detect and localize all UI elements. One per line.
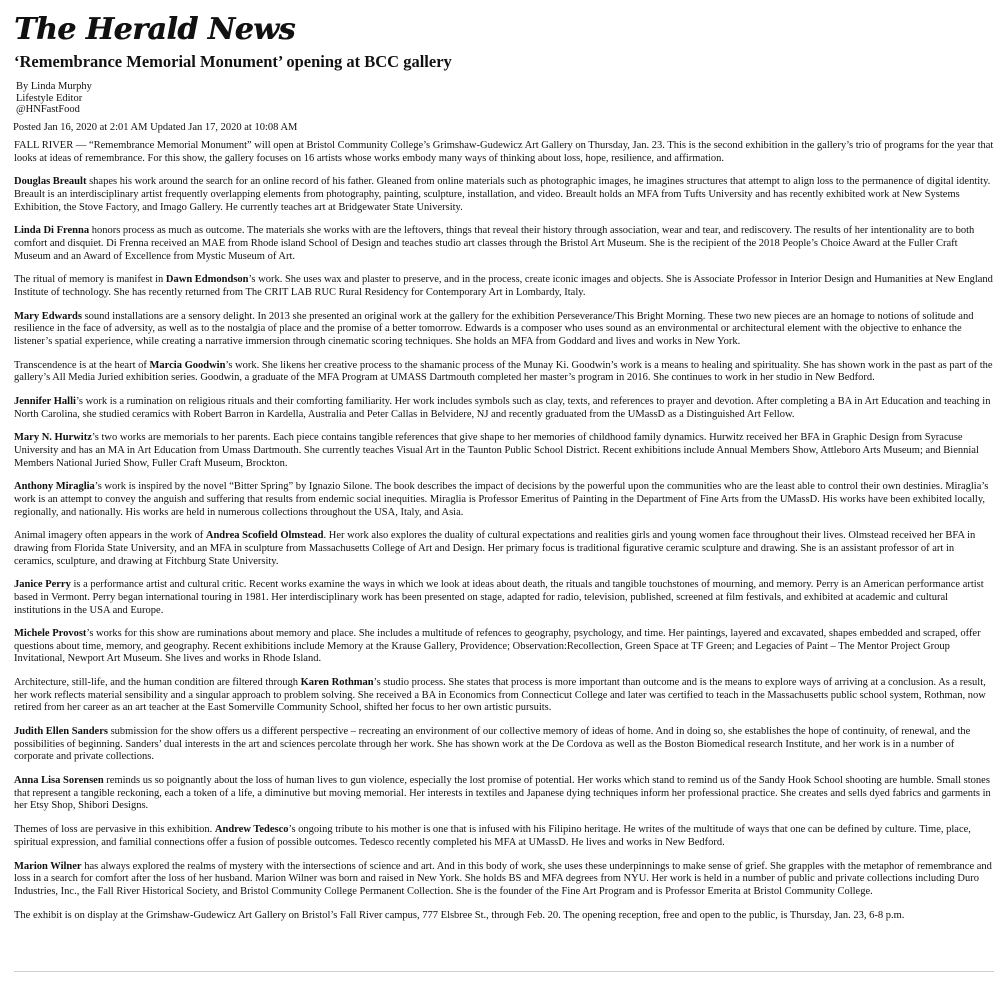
paragraph-text: submission for the show offers us a different perspective – recreating an environment of our collective memory of ideas of home. And in doing so, she establishes the hope of continuity, of renewal, and the possibilities of beginning. Sanders’ dual interests in the art and sciences percolate through her work. She has shown work at the De Cordova as well as the Boston Biomedical research Institute, and her work is in a number of corporate and private collections. [14, 726, 971, 763]
article-paragraph [14, 176, 994, 214]
paragraph-text: ’s ongoing tribute to his mother is one that is infused with his Filipino heritage. He writes of the multitude of ways that one can be defined by culture. Time, place, spiritual expression, and familial connections offer a fusion of possible outcomes. Tedesco recently completed his MFA at UMassD. He lives and works in New Bedford. [14, 824, 971, 848]
artist-name: Andrew Tedesco [214, 824, 289, 836]
article-paragraph [14, 861, 994, 899]
artist-name: Karen Rothman [300, 677, 374, 689]
paragraph-text: shapes his work around the search for an online record of his father. Gleaned from online materials such as photographic images, he imagines structures that attempt to align loss to the permanence of digital identity. Breault is an interdisciplinary artist frequently overlapping elements from photography, painting, sculpture, installation, and video. Breault holds an MFA from Tufts University and has recently exhibited work at New Systems Exhibition, the Stove Factory, and Imago Gallery. He currently teaches art at Bridgewater State University. [14, 176, 991, 213]
article-paragraph [14, 579, 994, 617]
artist-name: Linda Di Frenna [14, 225, 90, 237]
paragraph-text: honors process as much as outcome. The materials she works with are the leftovers, things that reveal their history through association, wear and tear, and rediscovery. The results of her intentionality are to both comfort and disquiet. Di Frenna received an MAE from Rhode island School of Design and teaches studio art classes through the Bristol Art Museum. She is the recipient of the 2018 People’s Choice Award at the Fuller Craft Museum and an Award of Excellence from Mystic Museum of Art. [14, 225, 975, 262]
byline [16, 81, 92, 116]
masthead-logo: The Herald News [14, 12, 295, 47]
artist-name: Mary N. Hurwitz [14, 432, 92, 444]
artist-name: Anthony Miraglia [14, 481, 95, 493]
article-paragraph [14, 311, 994, 349]
artist-name: Dawn Edmondson [165, 274, 249, 286]
paragraph-text: . Her work also explores the duality of cultural expectations and realities girls and young women face throughout their lives. Olmstead received her BFA in drawing from Florida State University, and an MFA in sculpture from Massachusetts College of Art and Design. Her primary focus is traditional figurative ceramic sculpture and drawing. She is an assistant professor of art in ceramics, sculpture, and drawing at Fitchburg State University. [14, 530, 976, 567]
artist-name: Andrea Scofield Olmstead [205, 530, 324, 542]
paragraph-text: has always explored the realms of mystery with the intersections of science and art. And in this body of work, she uses these underpinnings to make sense of grief. She grapples with the metaphor of remembrance and loss in a search for comfort after the loss of her husband. Marion Wilner was born and raised in New York. She holds BS and MFA degrees from NYU. Her work is held in a number of public and private collections including Duro Industries, Inc., the Fall River Historical Society, and Bristol Community College Permanent Collection. She is the founder of the Fine Art Program and is Professor Emerita at Bristol Community College. [14, 860, 992, 897]
artist-name: Mary Edwards [14, 310, 82, 322]
posted-timestamp: Posted Jan 16, 2020 at 2:01 AM Updated Jan 17, 2020 at 10:08 AM [13, 122, 298, 133]
article-paragraph [14, 396, 994, 421]
artist-name: Michele Provost [14, 628, 87, 640]
paragraph-text: Architecture, still-life, and the human condition are filtered through [14, 677, 301, 689]
paragraph-text: The ritual of memory is manifest in [14, 274, 166, 286]
paragraph-text: reminds us so poignantly about the loss of human lives to gun violence, especially the lost promise of potential. Her works which stand to remind us of the Sandy Hook School shooting are humble. Small stones that represent a tangible reckoning, each a token of a life, a diminutive but moving memorial. Her interests in textiles and Japanese dying techniques inform her professional practice. She creates and sells dyed fabrics and garments in her Etsy Shop, Shibori Designs. [14, 775, 991, 812]
article-paragraph [14, 530, 994, 568]
paragraph-text: is a performance artist and cultural critic. Recent works examine the ways in which we look at ideas about death, the rituals and tangible touchstones of mourning, and memory. Perry is an American performance artist based in Vermont. Perry began international touring in 1981. Her interdisciplinary work has been presented on stage, adapted for radio, television, published, screened at film festivals, and exhibited at academic and cultural institutions in the USA and Europe. [14, 579, 984, 616]
artist-name: Anna Lisa Sorensen [14, 775, 104, 787]
article-paragraph [14, 432, 994, 470]
article-paragraph [14, 140, 994, 165]
article-body [14, 140, 994, 933]
artist-name: Marion Wilner [14, 860, 82, 872]
artist-name: Jennifer Halli [14, 396, 76, 408]
paragraph-text: ’s work is a rumination on religious rituals and their comforting familiarity. Her work includes symbols such as clay, texts, and references to prayer and devotion. After completing a BA in Art Education and teaching in North Carolina, she studied ceramics with Robert Barron in Kardella, Australia and Peter Callas in Belvidere, NJ and recently graduated from the UMassD as a Distinguished Art Fellow. [14, 396, 991, 420]
paragraph-text: Transcendence is at the heart of [14, 359, 150, 371]
article-paragraph [14, 360, 994, 385]
paragraph-text: Themes of loss are pervasive in this exhibition. [14, 824, 215, 836]
article-paragraph [14, 225, 994, 263]
byline-handle: @HNFastFood [16, 104, 80, 115]
paragraph-text: ’s studio process. She states that process is more important than outcome and is the means to explore ways of arriving at a conclusion. As a result, her work reflects material sensibility and a singular approach to problem solving. She received a BA in Economics from Connecticut College and later was certified to teach in the Massachusetts public school system, Rothman, now retired from her career as an art teacher at the East Somerville Community School, shifted her focus to her own artistic pursuits. [14, 677, 986, 714]
byline-role: Lifestyle Editor [16, 92, 83, 104]
article-paragraph [14, 677, 994, 715]
paragraph-text: ’s work. She uses wax and plaster to preserve, and in the process, create iconic images and objects. She is Associate Professor in Interior Design and Humanities at New England Institute of technology. She has recently returned from The CRIT LAB RUC Rural Residency for Contemporary Art in Lombardy, Italy. [14, 274, 993, 298]
artist-name: Janice Perry [14, 579, 71, 591]
article-headline: ‘Remembrance Memorial Monument’ opening at BCC gallery [14, 52, 452, 71]
bottom-divider [14, 971, 994, 972]
article-paragraph [14, 628, 994, 666]
paragraph-text: ’s works for this show are ruminations about memory and place. She includes a multitude of refences to geography, psychology, and time. Her paintings, layered and excavated, shapes embedded and scraped, offer questions about time, memory, and geography. Recent exhibitions include Memory at the Krause Gallery, Providence; Observation:Recollection, Green Space at TF Green; and Legacies of Paint – The Mentor Project Group Invitational, Newport Art Museum. She lives and works in Rhode Island. [14, 628, 981, 665]
article-paragraph [14, 910, 994, 923]
artist-name: Judith Ellen Sanders [14, 726, 108, 738]
article-paragraph [14, 481, 994, 519]
article-paragraph [14, 824, 994, 849]
article-paragraph [14, 726, 994, 764]
paragraph-text: ’s work is inspired by the novel “Bitter Spring” by Ignazio Silone. The book describes the impact of decisions by the powerful upon the communities who are the least able to control their own destinies. Miraglia’s work is an attempt to convey the anguish and suffering that results from endemic social inequities. Miraglia is Professor Emeritus of Painting in the Department of Fine Arts from the UMassD. His works have been exhibited locally, regionally, and nationally. His works are held in numerous collections throughout the USA, Italy, and Asia. [14, 481, 989, 518]
artist-name: Douglas Breault [14, 176, 87, 188]
paragraph-text: ’s work. She likens her creative process to the shamanic process of the Munay Ki. Goodwin’s work is a means to healing and spirituality. She has shown work in the past as part of the gallery’s All Media Juried exhibition series. Goodwin, a graduate of the MFA Program at UMASS Dartmouth completed her master’s program in 2016. She continues to work in her studio in New Bedford. [14, 359, 993, 384]
article-paragraph [14, 775, 994, 813]
paragraph-text: sound installations are a sensory delight. In 2013 she presented an original work at the gallery for the exhibition Perseverance/This Bright Morning. These two new pieces are an homage to notions of solitude and resilience in the face of adversity, as well as to the nostalgia of place and the promise of a better tomorrow. Edwards is a composer who uses sound as an environmental or architectural element with the objective to enhance the listener’s spatial experience, while creating a narrative immersion through cinematic scoring techniques. She holds an MFA from Goddard and lives and works in New York. [14, 310, 974, 347]
article-paragraph [14, 274, 994, 299]
paragraph-text: Animal imagery often appears in the work of [14, 530, 206, 542]
artist-name: Marcia Goodwin [149, 359, 226, 371]
paragraph-text: FALL RIVER — “Remembrance Memorial Monument” will open at Bristol Community College’s Grimshaw-Gudewicz Art Gallery on Thursday, Jan. 23. This is the second exhibition in the gallery’s trio of programs for the year that looks at ideas of remembrance. For this show, the gallery focuses on 16 artists whose works embody many ways of thinking about loss, hope, resilience, and affirmation. [14, 140, 994, 164]
paragraph-text: The exhibit is on display at the Grimshaw-Gudewicz Art Gallery on Bristol’s Fall River campus, 777 Elsbree St., through Feb. 20. The opening reception, free and open to the public, is Thursday, Jan. 23, 6-8 p.m. [14, 909, 905, 921]
paragraph-text: ’s two works are memorials to her parents. Each piece contains tangible references that give shape to her memories of childhood family dynamics. Hurwitz received her BFA in Graphic Design from Syracuse University and has an MA in Art Education from Umass Dartmouth. She currently teaches Visual Art in the Taunton Public School District. Recent exhibitions include Annual Members Show, Attleboro Arts Museum; and Biennial Members National Juried Show, Fuller Craft Museum, Brockton. [14, 432, 979, 469]
byline-author: By Linda Murphy [16, 81, 92, 92]
